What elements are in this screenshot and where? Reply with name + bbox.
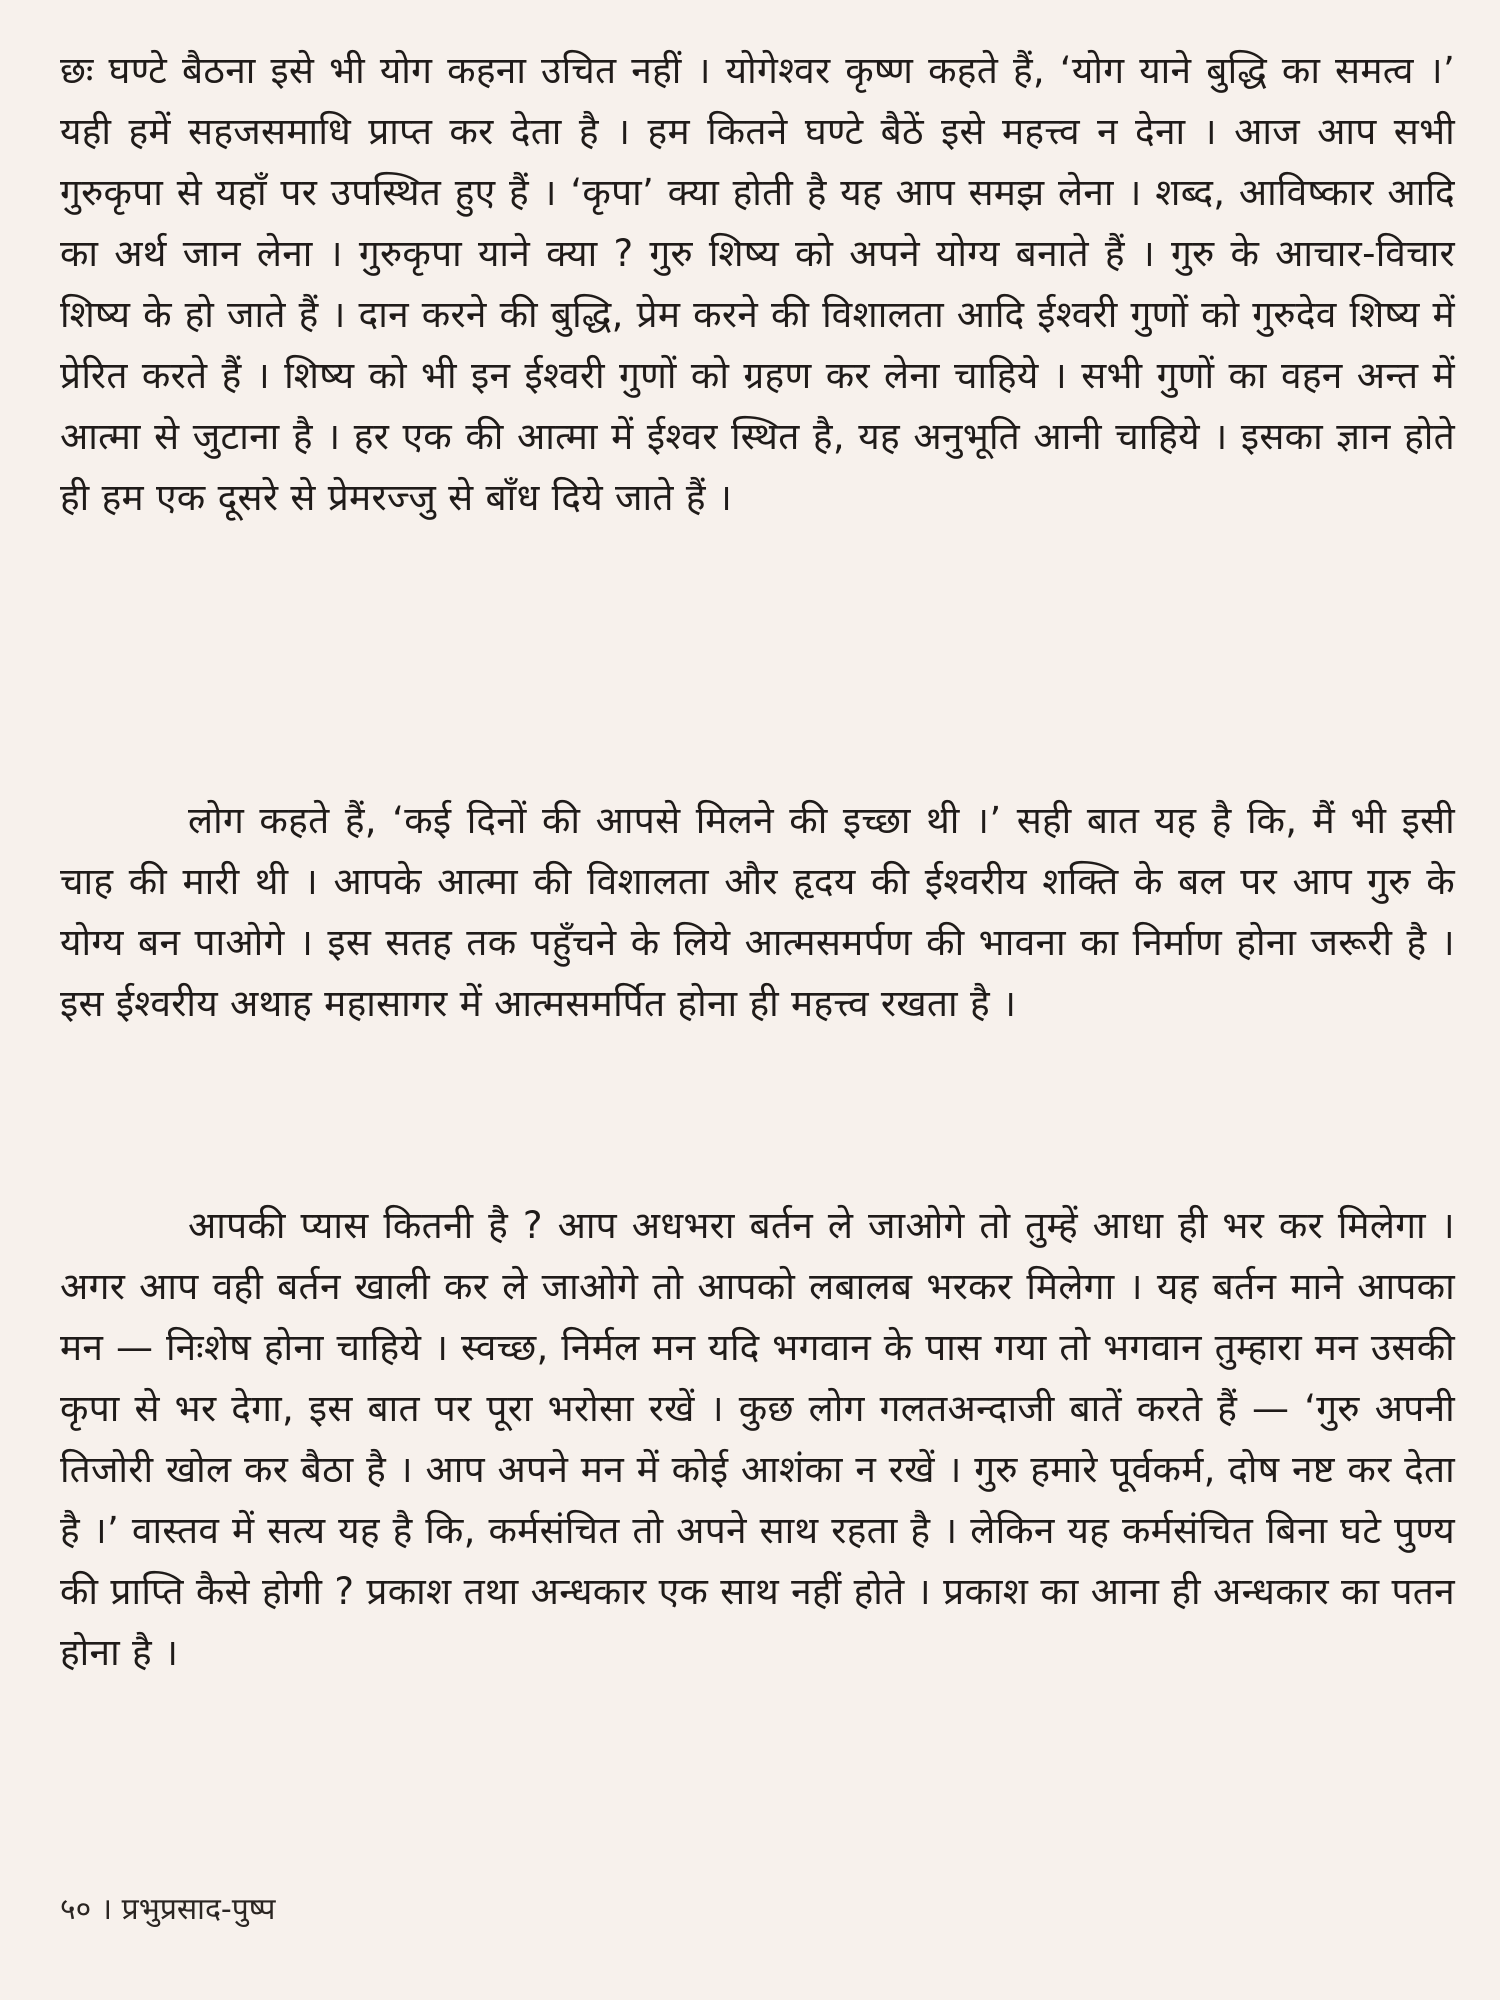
page-number: ५०: [60, 1892, 92, 1927]
paragraph-3: आपकी प्यास कितनी है ? आप अधभरा बर्तन ले जाओगे तो तुम्हें आधा ही भर कर मिलेगा । अगर आप वही बर्तन खाली कर ले जाओगे तो आपको लबालब भरकर मिलेगा । यह बर्तन माने आपका मन — निःशेष होना चाहिये । स्वच्छ, निर्मल मन यदि भगवान के पास गया तो भगवान तुम्हारा मन उसकी कृपा से भर देगा, इस बात पर पूरा भरोसा रखें । कुछ लोग गलतअन्दाजी बातें करते हैं — ‘गुरु अपनी तिजोरी खोल कर बैठा है । आप अपने मन में कोई आशंका न रखें । गुरु हमारे पूर्वकर्म, दोष नष्ट कर देता है ।’ वास्तव में सत्य यह है कि, कर्मसंचित तो अपने साथ रहता है । लेकिन यह कर्मसंचित बिना घटे पुण्य की प्राप्ति कैसे होगी ? प्रकाश तथा अन्धकार एक साथ नहीं होते । प्रकाश का आना ही अन्धकार का पतन होना है ।: [60, 1204, 1455, 1674]
paragraph-2: लोग कहते हैं, ‘कई दिनों की आपसे मिलने की इच्छा थी ।’ सही बात यह है कि, मैं भी इसी चाह की मारी थी । आपके आत्मा की विशालता और हृदय की ईश्वरीय शक्ति के बल पर आप गुरु के योग्य बन पाओगे । इस सतह तक पहुँचने के लिये आत्मसमर्पण की भावना का निर्माण होना जरूरी है । इस ईश्वरीय अथाह महासागर में आत्मसमर्पित होना ही महत्त्व रखता है ।: [60, 799, 1455, 1025]
paragraph-1: छः घण्टे बैठना इसे भी योग कहना उचित नहीं । योगेश्वर कृष्ण कहते हैं, ‘योग याने बुद्धि का समत्व ।’ यही हमें सहजसमाधि प्राप्त कर देता है । हम कितने घण्टे बैठें इसे महत्त्व न देना । आज आप सभी गुरुकृपा से यहाँ पर उपस्थित हुए हैं । ‘कृपा’ क्या होती है यह आप समझ लेना । शब्द, आविष्कार आदि का अर्थ जान लेना । गुरुकृपा याने क्या ? गुरु शिष्य को अपने योग्य बनाते हैं । गुरु के आचार-विचार शिष्य के हो जाते हैं । दान करने की बुद्धि, प्रेम करने की विशालता आदि ईश्वरी गुणों को गुरुदेव शिष्य में प्रेरित करते हैं । शिष्य को भी इन ईश्वरी गुणों को ग्रहण कर लेना चाहिये । सभी गुणों का वहन अन्त में आत्मा से जुटाना है । हर एक की आत्मा में ईश्वर स्थित है, यह अनुभूति आनी चाहिये । इसका ज्ञान होते ही हम एक दूसरे से प्रेमरज्जु से बाँध दिये जाते हैं ।: [60, 49, 1456, 519]
page-footer: [60, 1890, 275, 1930]
footer-separator: ।: [100, 1892, 113, 1927]
book-title: प्रभुप्रसाद-पुष्प: [121, 1892, 276, 1927]
